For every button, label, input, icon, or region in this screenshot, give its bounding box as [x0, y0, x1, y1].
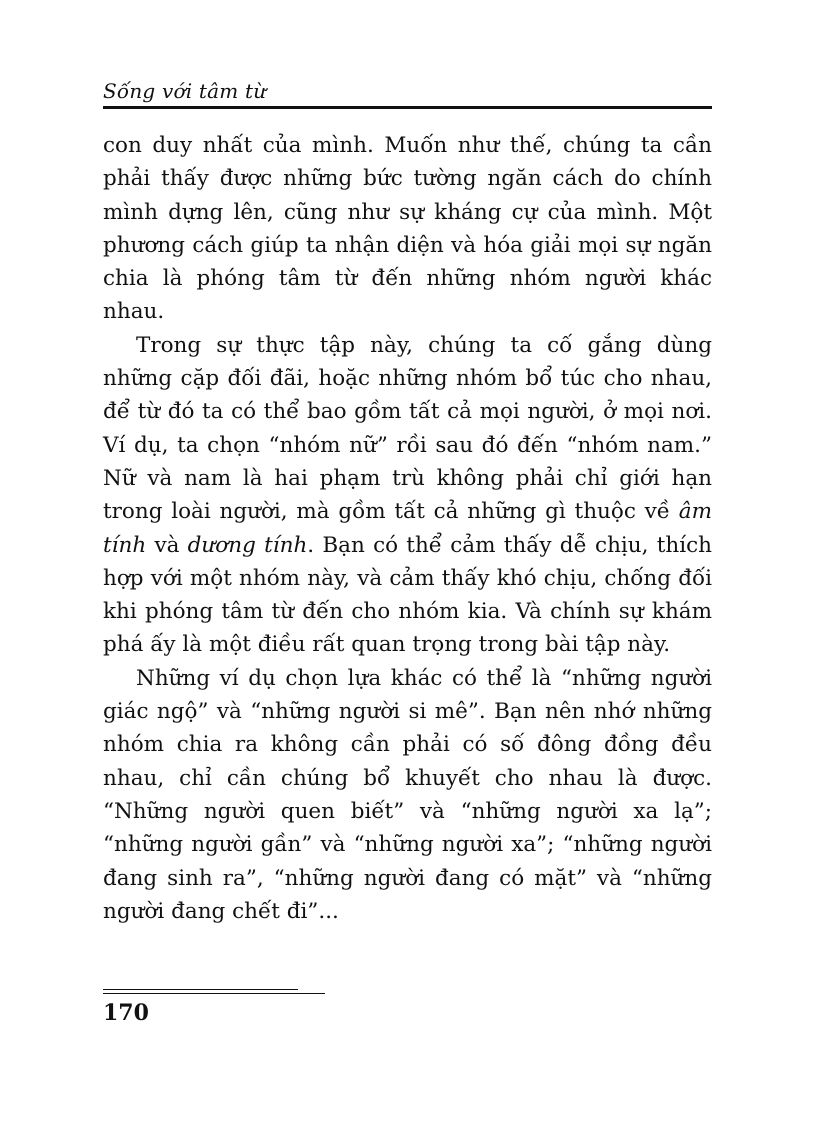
body-text	[103, 129, 712, 928]
paragraph-2-text-middle: và	[146, 532, 188, 558]
footer-rule-line-1	[103, 989, 298, 990]
page-number: 170	[103, 1000, 149, 1026]
paragraph-2-italic-duong-tinh: dương tính	[187, 532, 308, 558]
paragraph-2	[103, 329, 712, 662]
running-header-title: Sống với tâm từ	[103, 79, 267, 103]
footer-rule-line-2	[103, 993, 325, 994]
paragraph-2-text-before: Trong sự thực tập này, chúng ta cố gắng dùng những cặp đối đãi, hoặc những nhóm bổ túc cho nhau, để từ đó ta có thể bao gồm tất cả mọi người, ở mọi nơi. Ví dụ, ta chọn “nhóm nữ” rồi sau đó đến “nhóm nam.” Nữ và nam là hai phạm trù không phải chỉ giới hạn trong loài người, mà gồm tất cả những gì thuộc về	[103, 332, 712, 525]
footer-rule	[103, 989, 325, 994]
paragraph-3: Những ví dụ chọn lựa khác có thể là “những người giác ngộ” và “những người si mê”. Bạn nên nhớ những nhóm chia ra không cần phải có số đông đồng đều nhau, chỉ cần chúng bổ khuyết cho nhau là được. “Những người quen biết” và “những người xa lạ”; “những người gần” và “những người xa”; “những người đang sinh ra”, “những người đang có mặt” và “những người đang chết đi”...	[103, 665, 712, 924]
paragraph-1: con duy nhất của mình. Muốn như thế, chúng ta cần phải thấy được những bức tường ngăn cách do chính mình dựng lên, cũng như sự kháng cự của mình. Một phương cách giúp ta nhận diện và hóa giải mọi sự ngăn chia là phóng tâm từ đến những nhóm người khác nhau.	[103, 133, 712, 325]
header-rule	[103, 106, 712, 109]
paragraph-2-text-after: . Bạn có thể cảm thấy dễ chịu, thích hợp với một nhóm này, và cảm thấy khó chịu, chống đối khi phóng tâm từ đến cho nhóm kia. Và chính sự khám phá ấy là một điều rất quan trọng trong bài tập này.	[103, 532, 712, 658]
paragraph-2-italic-am-tinh: âm tính	[103, 499, 712, 558]
